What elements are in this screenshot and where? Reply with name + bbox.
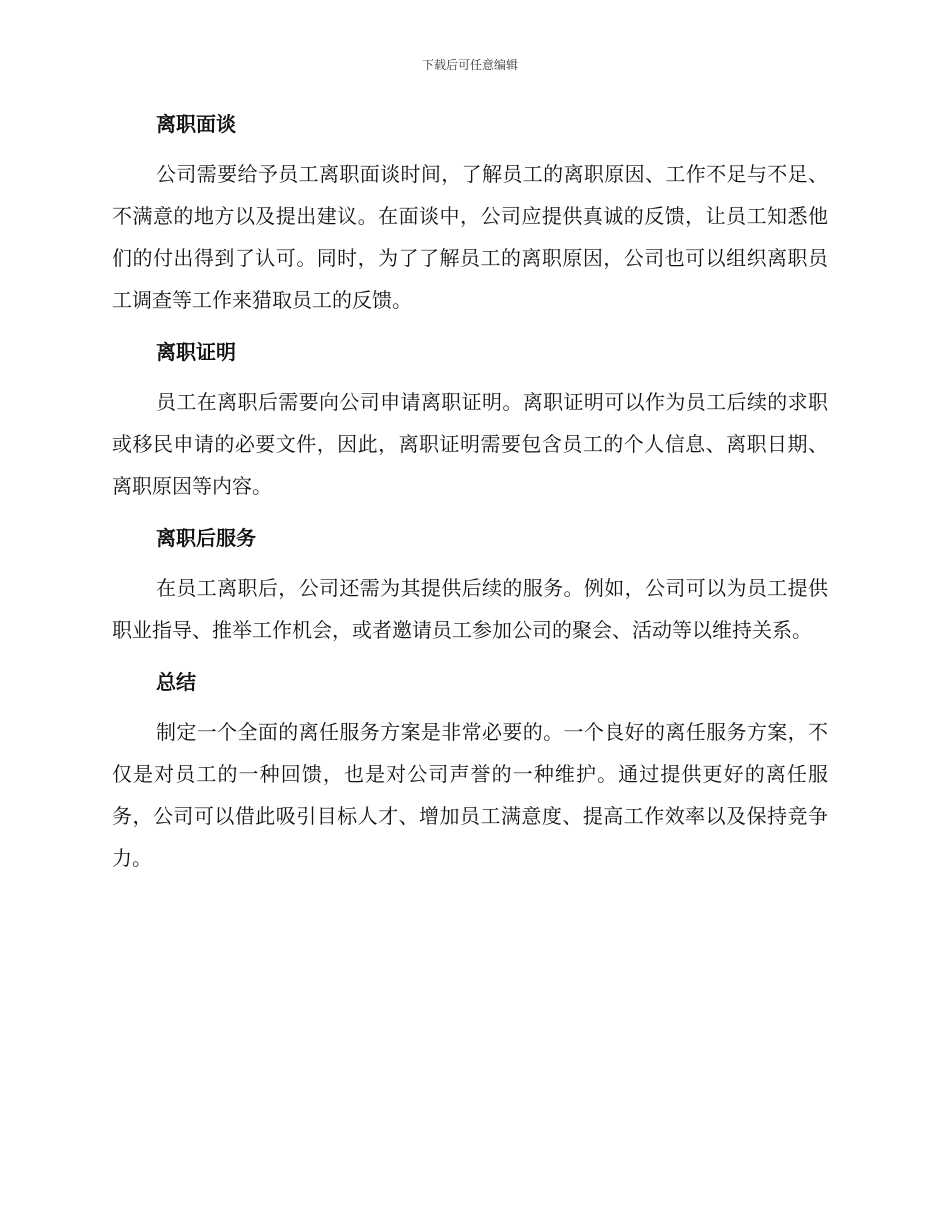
page-header: 下载后可任意编辑 (421, 58, 518, 72)
section-paragraph: 在员工离职后，公司还需为其提供后续的服务。例如，公司可以为员工提供职业指导、推举工作机会，或者邀请员工参加公司的聚会、活动等以维持关系。 (112, 576, 828, 642)
section-summary (112, 667, 828, 879)
section-paragraph: 制定一个全面的离任服务方案是非常必要的。一个良好的离任服务方案，不仅是对员工的一种回馈，也是对公司声誉的一种维护。通过提供更好的离任服务，公司可以借此吸引目标人才、增加员工满意度、提高工作效率以及保持竞争力。 (112, 720, 828, 870)
section-title: 总结 (156, 670, 196, 694)
section-resignation-certificate (112, 337, 828, 507)
section-post-exit-service (112, 523, 828, 651)
section-title: 离职后服务 (156, 526, 256, 550)
section-paragraph: 公司需要给予员工离职面谈时间，了解员工的离职原因、工作不足与不足、不满意的地方以及提出建议。在面谈中，公司应提供真诚的反馈，让员工知悉他们的付出得到了认可。同时，为了了解员工的离职原因，公司也可以组织离职员工调查等工作来猎取员工的反馈。 (112, 162, 828, 312)
section-title: 离职面谈 (156, 112, 236, 136)
section-exit-interview (112, 109, 828, 321)
section-paragraph: 员工在离职后需要向公司申请离职证明。离职证明可以作为员工后续的求职或移民申请的必要文件，因此，离职证明需要包含员工的个人信息、离职日期、离职原因等内容。 (112, 390, 828, 498)
section-title: 离职证明 (156, 340, 236, 364)
